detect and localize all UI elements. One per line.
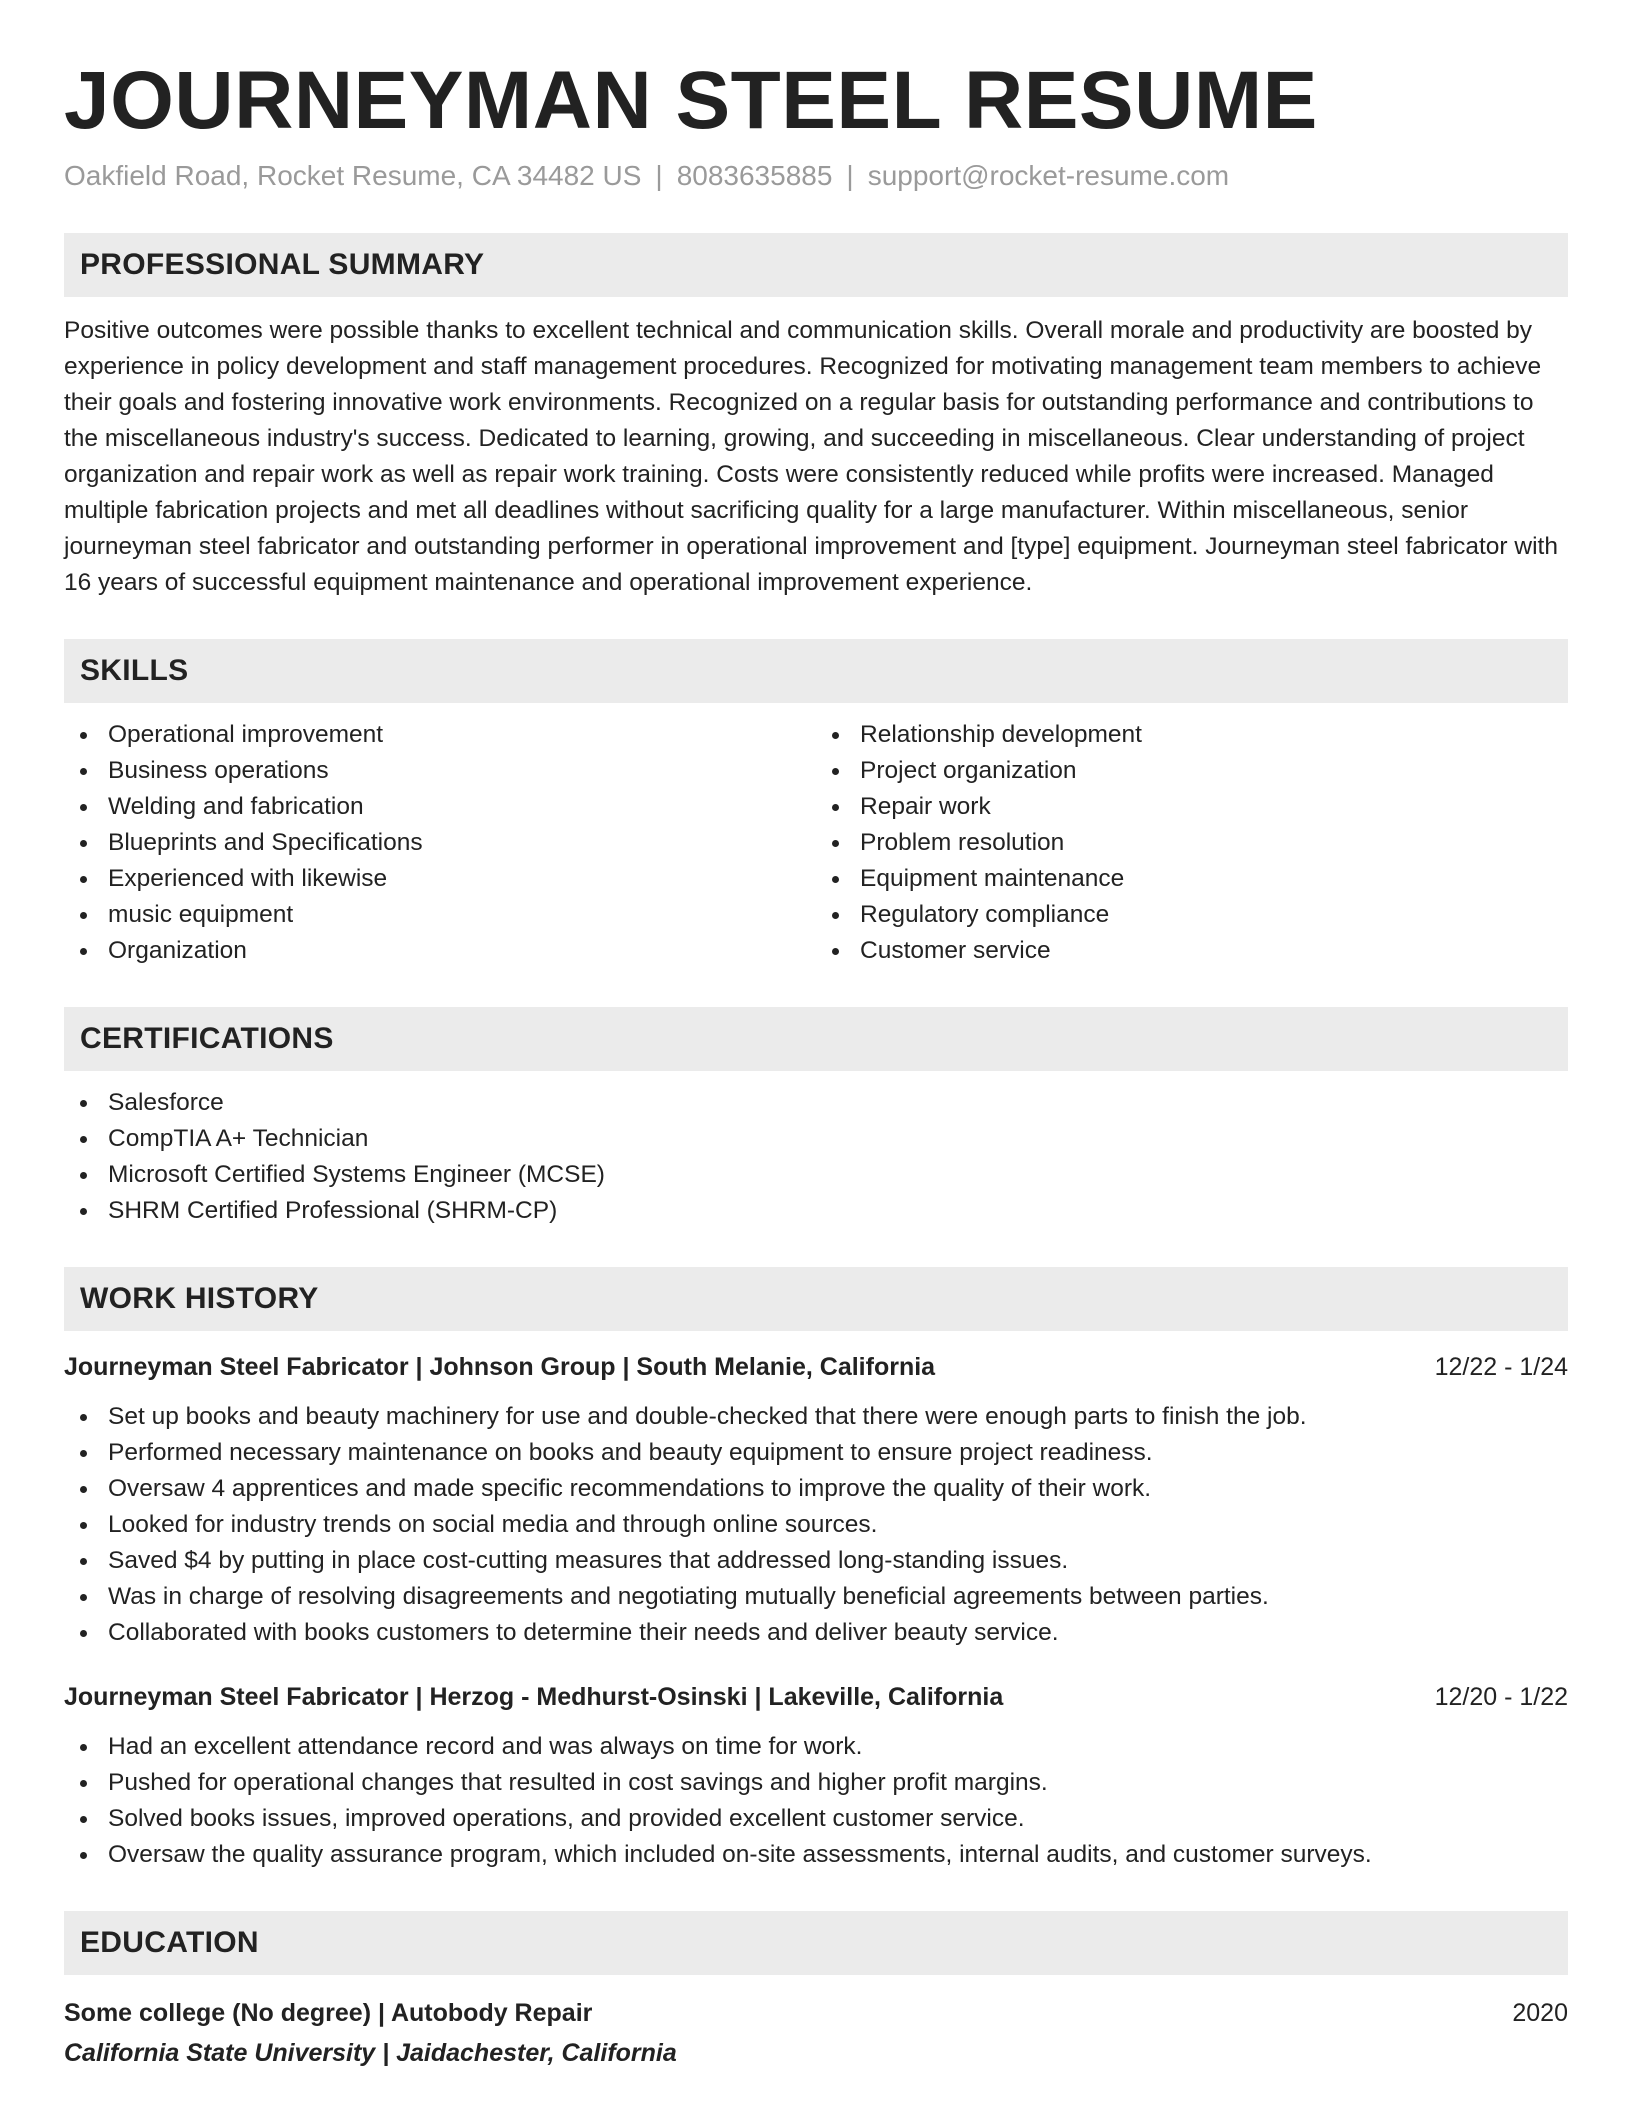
skill-item: Problem resolution (816, 825, 1568, 861)
job-bullets (64, 1729, 1568, 1873)
skill-item: Operational improvement (64, 717, 816, 753)
contact-separator: | (846, 160, 854, 192)
skill-item: Business operations (64, 753, 816, 789)
contact-address: Oakfield Road, Rocket Resume, CA 34482 US (64, 160, 642, 192)
job-bullet: Collaborated with books customers to determine their needs and deliver beauty service. (64, 1615, 1568, 1651)
job-dates: 12/20 - 1/22 (1434, 1682, 1568, 1711)
certification-item: SHRM Certified Professional (SHRM-CP) (64, 1193, 1568, 1229)
skills-list-left (64, 717, 816, 969)
resume-title: JOURNEYMAN STEEL RESUME (64, 55, 1318, 146)
skills-heading: SKILLS (64, 639, 1568, 703)
job-title: Journeyman Steel Fabricator | Herzog - Medhurst-Osinski | Lakeville, California (64, 1682, 1004, 1711)
education-degree: Some college (No degree) | Autobody Repair (64, 1998, 593, 2027)
skill-item: Repair work (816, 789, 1568, 825)
contact-phone: 8083635885 (676, 160, 833, 192)
contact-separator: | (655, 160, 663, 192)
skill-item: Experienced with likewise (64, 861, 816, 897)
skill-item: Blueprints and Specifications (64, 825, 816, 861)
job-bullet: Saved $4 by putting in place cost-cutting measures that addressed long-standing issues. (64, 1543, 1568, 1579)
certification-item: CompTIA A+ Technician (64, 1121, 1568, 1157)
certification-item: Microsoft Certified Systems Engineer (MCSE) (64, 1157, 1568, 1193)
job-title: Journeyman Steel Fabricator | Johnson Group | South Melanie, California (64, 1352, 936, 1381)
job-entry (64, 1679, 1568, 1873)
job-bullets (64, 1399, 1568, 1651)
job-bullet: Oversaw 4 apprentices and made specific recommendations to improve the quality of their work. (64, 1471, 1568, 1507)
job-bullet: Pushed for operational changes that resulted in cost savings and higher profit margins. (64, 1765, 1568, 1801)
summary-text: Positive outcomes were possible thanks to excellent technical and communication skills. Overall morale and productivity are boosted by experience in policy development and staff management procedures. Recognized for motivating management team members to achieve their goals and fostering innovative work environments. Recognized on a regular basis for outstanding performance and contributions to the miscellaneous industry's success. Dedicated to learning, growing, and succeeding in miscellaneous. Clear understanding of project organization and repair work as well as repair work training. Costs were consistently reduced while profits were increased. Managed multiple fabrication projects and met all deadlines without sacrificing quality for a large manufacturer. Within miscellaneous, senior journeyman steel fabricator and outstanding performer in operational improvement and [type] equipment. Journeyman steel fabricator with 16 years of successful equipment maintenance and operational improvement experience. (64, 316, 1558, 596)
contact-line (64, 158, 1568, 194)
certification-item: Salesforce (64, 1085, 1568, 1121)
education-heading: EDUCATION (64, 1911, 1568, 1975)
job-bullet: Had an excellent attendance record and was always on time for work. (64, 1729, 1568, 1765)
job-entry (64, 1349, 1568, 1651)
certifications-heading: CERTIFICATIONS (64, 1007, 1568, 1071)
skill-item: music equipment (64, 897, 816, 933)
education-header (64, 1993, 1568, 2033)
job-bullet: Oversaw the quality assurance program, which included on-site assessments, internal audits, and customer surveys. (64, 1837, 1568, 1873)
job-bullet: Set up books and beauty machinery for use and double-checked that there were enough parts to finish the job. (64, 1399, 1568, 1435)
skill-item: Equipment maintenance (816, 861, 1568, 897)
skill-item: Customer service (816, 933, 1568, 969)
job-dates: 12/22 - 1/24 (1434, 1352, 1568, 1381)
summary-heading: PROFESSIONAL SUMMARY (64, 233, 1568, 297)
job-bullet: Solved books issues, improved operations, and provided excellent customer service. (64, 1801, 1568, 1837)
education-year: 2020 (1512, 1998, 1568, 2027)
job-header (64, 1349, 1568, 1385)
job-bullet: Performed necessary maintenance on books and beauty equipment to ensure project readiness. (64, 1435, 1568, 1471)
skills-grid (64, 703, 1568, 969)
job-header (64, 1679, 1568, 1715)
education-school: California State University | Jaidachester, California (64, 2038, 677, 2067)
skill-item: Project organization (816, 753, 1568, 789)
work-history-heading: WORK HISTORY (64, 1267, 1568, 1331)
job-bullet: Was in charge of resolving disagreements and negotiating mutually beneficial agreements between parties. (64, 1579, 1568, 1615)
skills-list-right (816, 717, 1568, 969)
job-bullet: Looked for industry trends on social media and through online sources. (64, 1507, 1568, 1543)
certifications-list (64, 1085, 1568, 1229)
skill-item: Welding and fabrication (64, 789, 816, 825)
skill-item: Regulatory compliance (816, 897, 1568, 933)
skill-item: Relationship development (816, 717, 1568, 753)
contact-email: support@rocket-resume.com (867, 160, 1230, 192)
skill-item: Organization (64, 933, 816, 969)
